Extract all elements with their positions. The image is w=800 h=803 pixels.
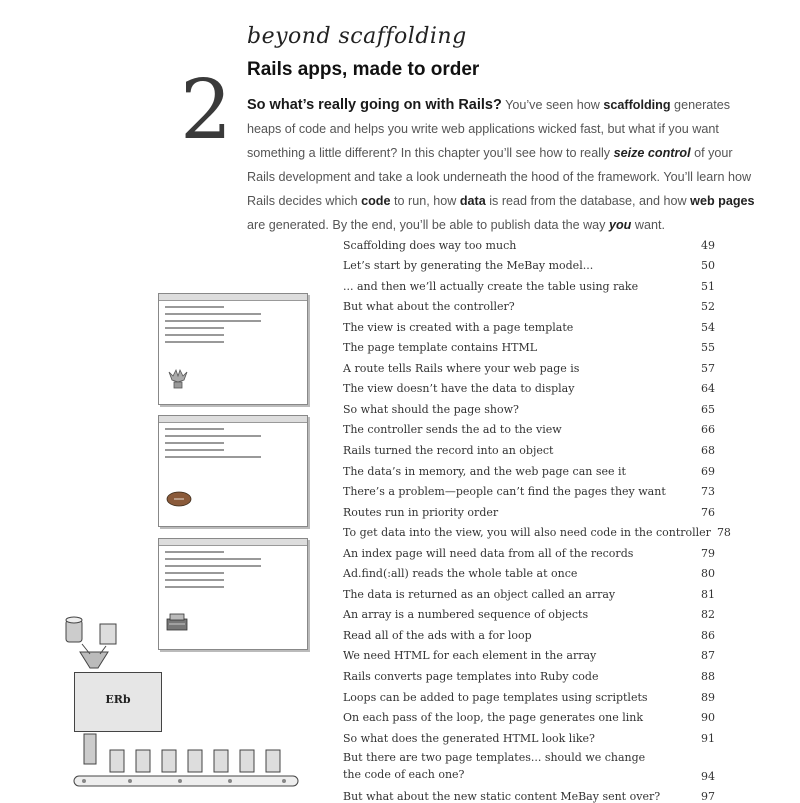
toc-entry-page: 50 xyxy=(701,259,715,273)
intro-bold: web pages xyxy=(690,194,755,208)
toc-entry-page: 88 xyxy=(701,670,715,684)
toc-entry-page: 68 xyxy=(701,444,715,458)
toc-entry-title: So what should the page show? xyxy=(343,402,519,416)
toc-entry-title: The data is returned as an object called an array xyxy=(343,587,616,601)
toc-entry-title: We need HTML for each element in the array xyxy=(343,649,597,663)
toc-entry-title: A route tells Rails where your web page is xyxy=(343,361,580,375)
toc-entry[interactable] xyxy=(343,580,715,601)
toc-entry-page: 80 xyxy=(701,567,715,581)
browser-window-illustration xyxy=(158,415,308,527)
toc-entry[interactable] xyxy=(343,724,715,745)
toc-entry-page: 57 xyxy=(701,361,715,375)
toc-entry-title: An index page will need data from all of the records xyxy=(343,546,634,560)
toc-entry-title: The view is created with a page template xyxy=(343,320,574,334)
toc-entry-title: There’s a problem—people can’t find the pages they want xyxy=(343,485,666,499)
toc-entry-title: Read all of the ads with a for loop xyxy=(343,628,532,642)
conveyor-belt-icon xyxy=(70,728,310,798)
toc-entry-page: 90 xyxy=(701,711,715,725)
toc-entry-page: 49 xyxy=(701,238,715,252)
intro-text: want. xyxy=(631,218,665,232)
intro-bold: scaffolding xyxy=(603,98,671,112)
toc-entry-page: 52 xyxy=(701,300,715,314)
toc-entry-title: Rails turned the record into an object xyxy=(343,444,554,458)
toc-entry-title: So what does the generated HTML look like? xyxy=(343,731,595,745)
football-icon xyxy=(165,490,193,508)
toc-entry[interactable] xyxy=(343,601,715,622)
intro-emphasis: you xyxy=(608,218,632,232)
toc-entry-title: The page template contains HTML xyxy=(343,341,538,355)
toc-entry-title: An array is a numbered sequence of objects xyxy=(343,608,589,622)
toc-entry[interactable] xyxy=(343,293,715,314)
toc-entry-page: 89 xyxy=(701,690,715,704)
toc-entry-page: 86 xyxy=(701,628,715,642)
toc-entry[interactable] xyxy=(343,272,715,293)
toc-entry-page: 64 xyxy=(701,382,715,396)
toc-entry[interactable] xyxy=(343,252,715,273)
toc-entry-title: Ad.find(:all) reads the whole table at once xyxy=(343,567,578,581)
toc-entry-page: 91 xyxy=(701,731,715,745)
intro-emphasis: seize control xyxy=(613,146,691,160)
intro-text: You’ve seen how xyxy=(501,98,604,112)
browser-window-illustration xyxy=(158,293,308,405)
toc-entry[interactable] xyxy=(343,519,731,540)
erb-machine xyxy=(74,672,162,732)
toc-entry-page: 81 xyxy=(701,587,715,601)
toc-entry[interactable] xyxy=(343,395,715,416)
toc-entry-title: The data’s in memory, and the web page can see it xyxy=(343,464,626,478)
toc-entry[interactable] xyxy=(343,478,715,499)
toc-entry[interactable] xyxy=(343,498,715,519)
toc-entry-title: Scaffolding does way too much xyxy=(343,238,517,252)
typewriter-icon xyxy=(165,611,189,633)
intro-text: is read from the database, and how xyxy=(485,194,691,208)
toc-entry-page: 65 xyxy=(701,402,715,416)
toc-entry-page: 55 xyxy=(701,341,715,355)
toc-entry-title: The view doesn’t have the data to display xyxy=(343,382,575,396)
toc-entry[interactable] xyxy=(343,745,715,783)
table-of-contents xyxy=(343,231,731,803)
toc-entry-page: 76 xyxy=(701,505,715,519)
toc-entry-title: ... and then we’ll actually create the table using rake xyxy=(343,279,639,293)
toc-entry[interactable] xyxy=(343,539,715,560)
intro-bold: data xyxy=(459,194,486,208)
browser-window-illustration xyxy=(158,538,308,650)
toc-entry[interactable] xyxy=(343,642,715,663)
toc-entry[interactable] xyxy=(343,334,715,355)
toc-entry[interactable] xyxy=(343,704,715,725)
toc-entry-title: To get data into the view, you will also need code in the controller xyxy=(343,526,711,540)
toc-entry[interactable] xyxy=(343,354,715,375)
moose-antler-icon xyxy=(165,366,191,392)
intro-text: to run, how xyxy=(390,194,460,208)
chapter-intro xyxy=(247,93,757,237)
chapter-title: Rails apps, made to order xyxy=(247,59,480,80)
toc-entry-page: 66 xyxy=(701,423,715,437)
toc-entry[interactable] xyxy=(343,621,715,642)
toc-entry-title: But what about the controller? xyxy=(343,300,515,314)
toc-entry-page: 73 xyxy=(701,485,715,499)
toc-entry-title: The controller sends the ad to the view xyxy=(343,423,562,437)
toc-entry[interactable] xyxy=(343,416,715,437)
intro-bold: code xyxy=(361,194,391,208)
toc-entry-title: But what about the new static content MeBay sent over? xyxy=(343,790,661,803)
toc-entry-page: 97 xyxy=(701,790,715,803)
toc-entry-title: Loops can be added to page templates using scriptlets xyxy=(343,690,648,704)
toc-entry-title: Rails converts page templates into Ruby code xyxy=(343,670,599,684)
toc-entry[interactable] xyxy=(343,231,715,252)
chapter-label: beyond scaffolding xyxy=(247,24,467,49)
toc-entry-page: 51 xyxy=(701,279,715,293)
toc-entry-page: 69 xyxy=(701,464,715,478)
toc-entry-page: 79 xyxy=(701,546,715,560)
toc-entry-page: 54 xyxy=(701,320,715,334)
erb-machine-label: ERb xyxy=(105,693,131,706)
toc-entry-page: 87 xyxy=(701,649,715,663)
toc-entry[interactable] xyxy=(343,662,715,683)
toc-entry[interactable] xyxy=(343,375,715,396)
toc-entry-title: On each pass of the loop, the page generates one link xyxy=(343,711,643,725)
intro-text: of your Rails development and take a look underneath the hood of the framework. You’ll learn how Rails decides which xyxy=(247,146,752,208)
toc-entry-page: 94 xyxy=(701,769,715,783)
toc-entry[interactable] xyxy=(343,560,715,581)
toc-entry-page: 82 xyxy=(701,608,715,622)
toc-entry[interactable] xyxy=(343,457,715,478)
toc-entry-page: 78 xyxy=(716,526,731,540)
intro-lead: So what’s really going on with Rails? xyxy=(247,97,502,113)
toc-entry[interactable] xyxy=(343,683,715,704)
intro-text: are generated. By the end, you’ll be able to publish data the way xyxy=(247,218,609,232)
toc-entry[interactable] xyxy=(343,436,715,457)
toc-entry-title: Let’s start by generating the MeBay model... xyxy=(343,259,594,273)
toc-entry[interactable] xyxy=(343,313,715,334)
chapter-number: 2 xyxy=(180,63,233,158)
toc-entry-title: But there are two page templates... should we change the code of each one? xyxy=(343,750,646,781)
intro-text: generates heaps of code and helps you write web applications wicked fast, but what if you want something a little different? In this chapter you’ll see how to really xyxy=(247,98,731,160)
toc-entry-title: Routes run in priority order xyxy=(343,505,499,519)
